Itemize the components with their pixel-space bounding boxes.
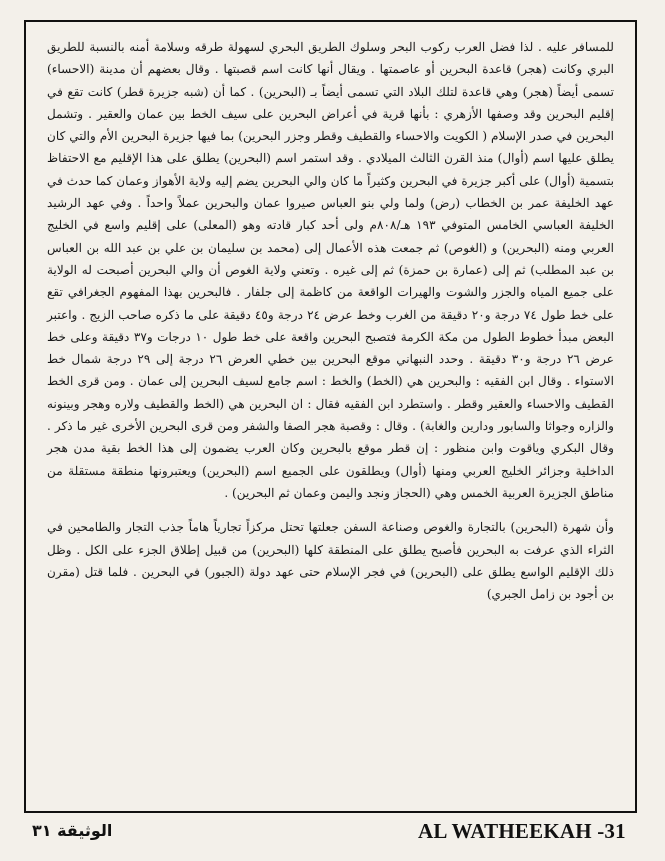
article-body bbox=[26, 22, 635, 613]
footer-english-label: AL WATHEEKAH -31 bbox=[418, 819, 626, 843]
paragraph-2: وأن شهرة (البحرين) بالتجارة والغوص وصناعة السفن جعلتها تحتل مركزاً تجارياً هاماً جذب التجار والطامحين في الثراء الذي عرفت به البحرين فأصبح يطلق على المنطقة كلها (البحرين) من قبيل إطلاق الجزء على الكل . وظل ذلك الإقليم الواسع يطلق على (البحرين) في فجر الإسلام حتى عهد دولة (الجبور) في البحرين . فلما قتل (مقرن بن أجود بن زامل الجبري) bbox=[47, 520, 614, 602]
text-frame bbox=[24, 20, 637, 813]
footer-arabic-label: الوثيقة ٣١ bbox=[32, 821, 113, 840]
paragraph-1: للمسافر عليه . لذا فضل العرب ركوب البحر وسلوك الطريق البحري لسهولة طرقه وسلامة أمنه بالنسبة للطريق البري وكانت (هجر) قاعدة البحرين أو عاصمتها . ويقال أنها كانت اسم قصبتها . وقال بعضهم أن مدينة (الاحساء) تسمى أيضاً (هجر) وهي قاعدة لتلك البلاد التي تسمى أيضاً بـ (البحرين) . كما أن (شبه جزيرة قطر) كانت تقع في إقليم البحرين وقد وصفها الأزهري : بأنها قرية في أعراض البحرين على سيف الخط بين عمان والعقير . وتشمل البحرين في صدر الإسلام ( الكويت والاحساء والقطيف وقطر وجزر البحرين) بما فيها جزيرة البحرين الأم والتي كان يطلق عليها اسم (أوال) منذ القرن الثالث الميلادي . وقد استمر اسم (البحرين) يطلق على هذا الإقليم مع الاحتفاظ بتسمية (أوال) على أكبر جزيرة في البحرين وكثيراً ما كان والي البحرين يضم إليه ولاية الأهواز وعمان كما حدث في عهد الخليفة عمر بن الخطاب (رض) ولما ولي بنو العباس صيروا عمان والبحرين عملاً واحداً . وفي عهد الرشيد الخليفة العباسي الخامس المتوفي ١٩٣ هـ/٨٠٨م ولى أحد كبار قادته وهو (المعلى) على إقليم واسع في الخليج العربي ومنه (البحرين) و (الغوص) ثم جمعت هذه الأعمال إلى (محمد بن سليمان بن علي بن عبد الله بن العباس بن عبد المطلب) ثم إلى (عمارة بن حمزة) ثم إلى غيره . وتعني ولاية الغوص أن والي البحرين أصبحت له الولاية على جميع المياه والجزر والشوت والهيرات الواقعة من كاظمة إلى جلفار . فالبحرين بهذا المفهوم الجغرافي تقع على خط طول ٧٤ درجة و٢٠ دقيقة من الغرب وخط عرض ٢٤ درجة و٤٥ دقيقة على ما ذكره صاحب الزيج . واعتبر البعض مبدأ خطوط الطول من مكة الكرمة فتصبح البحرين واقعة على خط طول ١٠ درجات و٣٧ دقيقة وعلى خط عرض ٢٦ درجة و٣٠ دقيقة . وحدد النبهاني موقع البحرين بين خطي العرض ٢٦ درجة إلى ٢٩ درجة شمال خط الاستواء . وقال ابن الفقيه : والبحرين هي (الخط) والخط : اسم جامع لسيف البحرين إلى عمان . ومن قرى الخط القطيف والاحساء والعقير وقطر . واستطرد ابن الفقيه فقال : ان البحرين هي (الخط والقطيف ولاره وهجر وبينونه والزاره وجواثا والسابور ودارين والغابة) . وقال : وقصبة هجر الصفا والشفر ومن قرى البحرين الأخرى غير ما ذكر . وقال البكري وياقوت وابن منظور : إن قطر موقع بالبحرين وكان العرب يضمون إلى هذا الخط بقية مدن هجر الداخلية وجزائر الخليج العربي ومنها (أوال) ويطلقون على الجميع اسم (البحرين) ويعتبرونها منطقة مستقلة من مناطق الجزيرة العربية الخمس وهي (الحجاز ونجد واليمن وعمان ثم البحرين) . bbox=[47, 40, 615, 500]
